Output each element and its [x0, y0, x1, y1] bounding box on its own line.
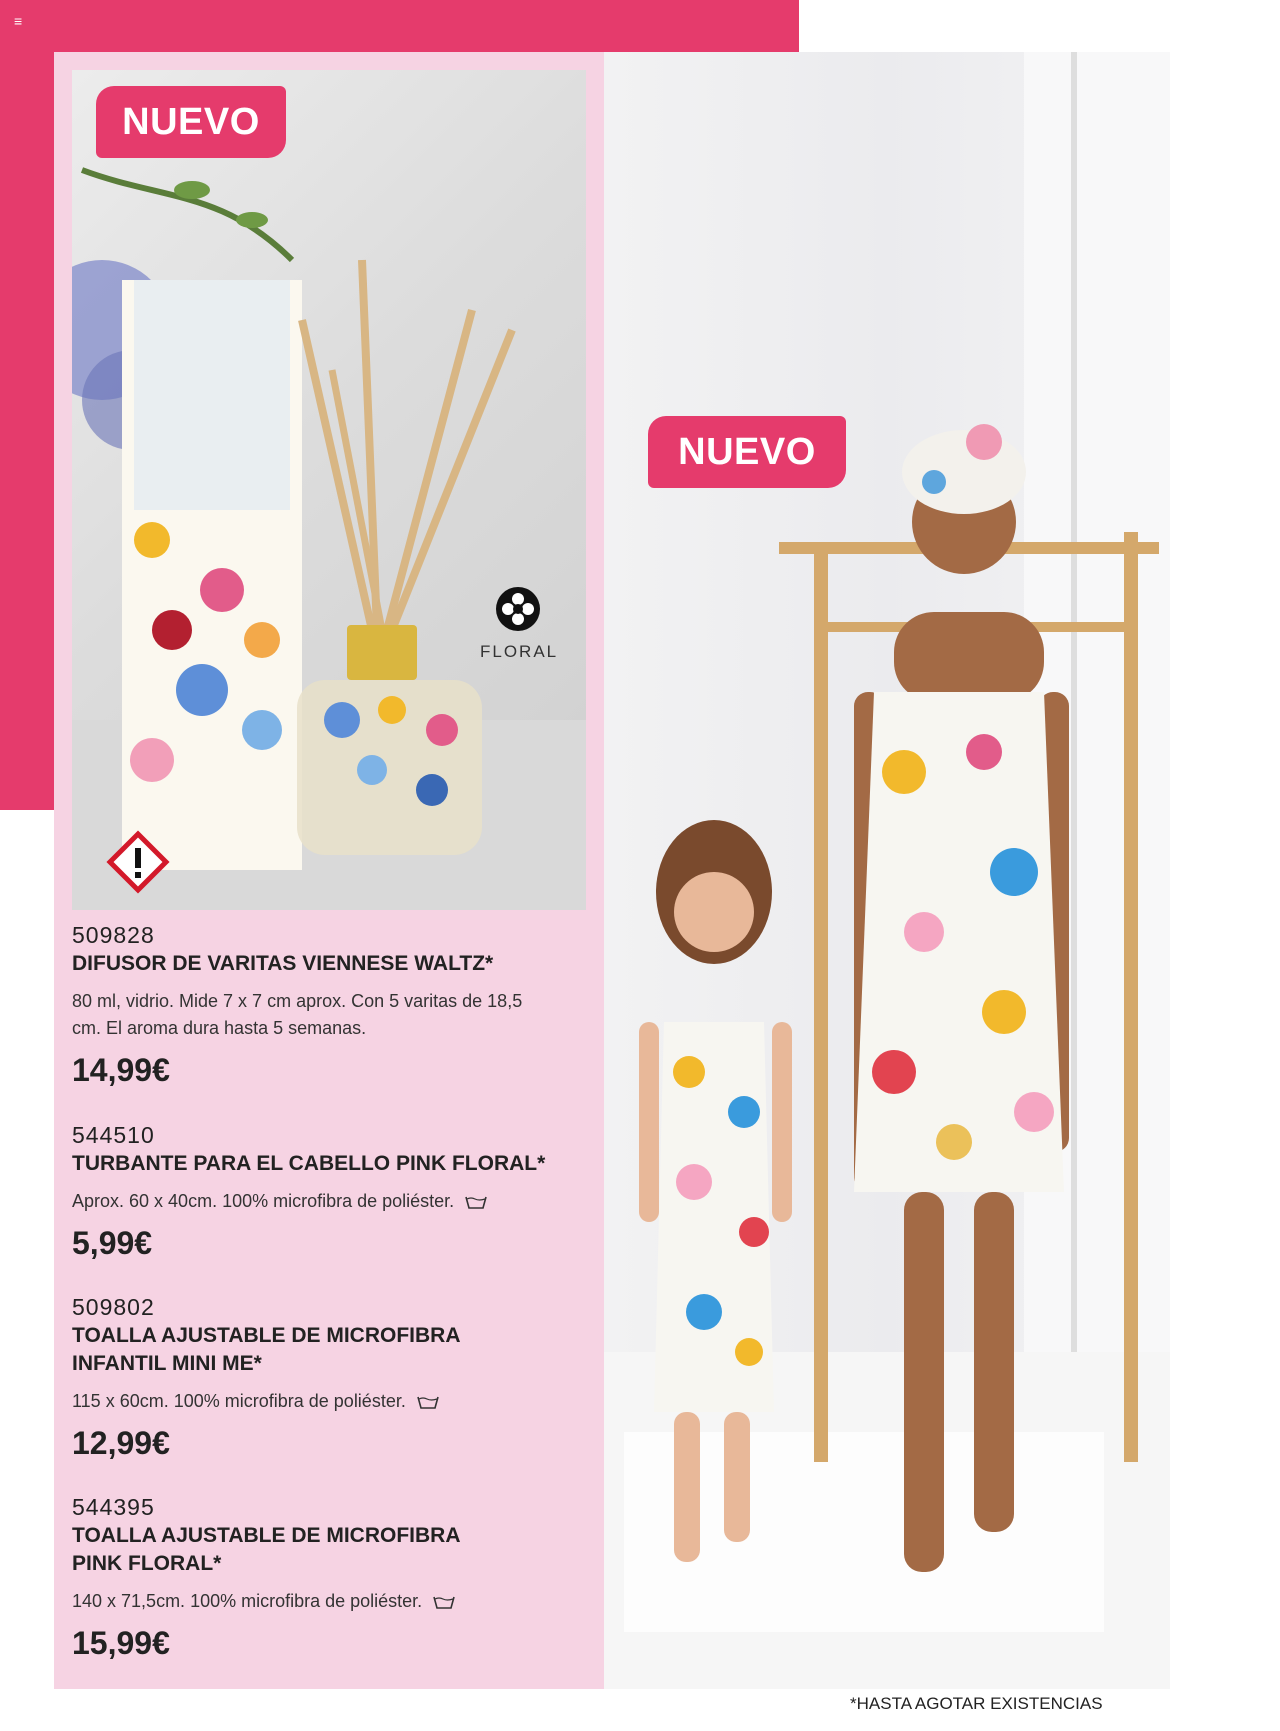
hamburger-icon[interactable]: ≡ [14, 13, 23, 29]
product-name: DIFUSOR DE VARITAS VIENNESE WALTZ* [72, 952, 494, 975]
product-code: 544395 [72, 1494, 155, 1520]
wash-care-icon [417, 1394, 439, 1410]
towel-lifestyle-photo [604, 52, 1170, 1689]
wash-care-icon [433, 1594, 455, 1610]
product-code: 509828 [72, 922, 155, 948]
product-description: 80 ml, vidrio. Mide 7 x 7 cm aprox. Con 5 varitas de 18,5 cm. El aroma dura hasta 5 semanas. [72, 991, 523, 1038]
new-badge-right: NUEVO [648, 416, 846, 488]
side-pink-band [0, 0, 54, 810]
floral-icon [494, 585, 542, 633]
product-name: TOALLA AJUSTABLE DE MICROFIBRA INFANTIL MINI ME* [72, 1324, 460, 1375]
product-item [72, 1120, 592, 1292]
product-code: 544510 [72, 1122, 155, 1148]
product-code: 509802 [72, 1294, 155, 1320]
product-price: 15,99€ [72, 1625, 170, 1661]
product-price: 12,99€ [72, 1425, 170, 1461]
product-description-row [72, 1188, 592, 1215]
product-description: 115 x 60cm. 100% microfibra de poliéster. [72, 1391, 406, 1411]
new-badge-left: NUEVO [96, 86, 286, 158]
lifestyle-illustration [604, 52, 1170, 1689]
product-name: TURBANTE PARA EL CABELLO PINK FLORAL* [72, 1152, 546, 1175]
top-pink-band [0, 0, 799, 52]
hazard-warning-icon [106, 830, 170, 894]
product-name: TOALLA AJUSTABLE DE MICROFIBRA PINK FLORAL* [72, 1524, 460, 1575]
product-item [72, 1292, 592, 1492]
wash-care-icon [465, 1194, 487, 1210]
product-price: 14,99€ [72, 1052, 170, 1088]
product-price: 5,99€ [72, 1225, 153, 1261]
diffuser-product-photo [72, 70, 586, 910]
product-description-row [72, 1388, 592, 1415]
product-description: 140 x 71,5cm. 100% microfibra de poliéster. [72, 1591, 423, 1611]
diffuser-illustration [72, 70, 586, 910]
stock-disclaimer: *HASTA AGOTAR EXISTENCIAS [850, 1694, 1103, 1713]
product-item [72, 920, 592, 1120]
product-description: Aprox. 60 x 40cm. 100% microfibra de poliéster. [72, 1191, 455, 1211]
product-list [72, 920, 592, 1692]
scent-label: FLORAL [480, 642, 559, 661]
product-description-row [72, 1588, 592, 1615]
product-item [72, 1492, 592, 1692]
